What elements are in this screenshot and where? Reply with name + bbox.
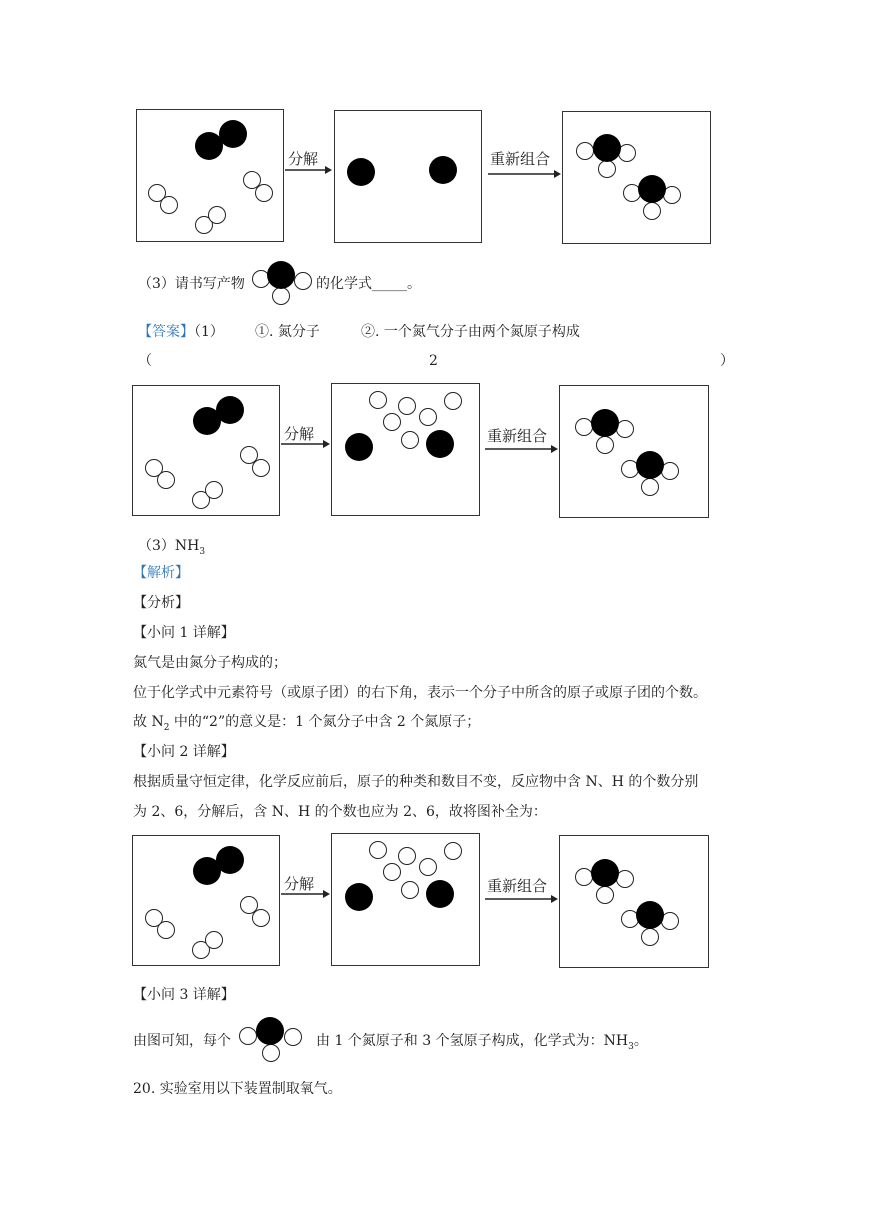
nitrogen-atom [256, 1017, 284, 1045]
q1-line-3-b: 中的“2”的意义是：1 个氮分子中含 2 个氮原子； [169, 714, 481, 730]
nitrogen-atom [345, 433, 373, 461]
hydrogen-atom [576, 142, 594, 160]
hydrogen-atom [252, 909, 270, 927]
diagram1-box-reactants [136, 109, 284, 242]
nitrogen-atom [636, 901, 664, 929]
analysis-tag: 【解析】 [133, 565, 189, 581]
answer-part3-text: （3）NH [138, 538, 200, 554]
ammonia-molecule-icon [238, 1017, 304, 1063]
hydrogen-atom [641, 478, 659, 496]
arrow-icon [281, 438, 331, 450]
nitrogen-atom [345, 883, 373, 911]
arrow-icon [485, 443, 559, 455]
hydrogen-atom [284, 1028, 302, 1046]
hydrogen-atom [239, 1027, 257, 1045]
ammonia-molecule-icon [251, 261, 315, 307]
hydrogen-atom [643, 202, 661, 220]
hydrogen-atom [401, 881, 419, 899]
hydrogen-atom [641, 928, 659, 946]
nitrogen-atom [429, 156, 457, 184]
decompose-label: 分解 [284, 875, 315, 893]
answer-item-1: ①. 氮分子 [255, 324, 320, 340]
q3-line-end: 。 [633, 1033, 648, 1049]
q1-line-3-a: 故 N [133, 714, 164, 730]
q3-prefix: （3）请书写产物 [138, 276, 245, 292]
hydrogen-atom [401, 431, 419, 449]
hydrogen-atom [383, 863, 401, 881]
arrow-icon [281, 888, 331, 900]
nitrogen-atom [216, 846, 244, 874]
q1-line-3 [133, 712, 480, 738]
hydrogen-atom [255, 184, 273, 202]
hydrogen-atom [596, 436, 614, 454]
q3-suffix: 的化学式_____。 [316, 276, 421, 292]
hydrogen-atom [252, 459, 270, 477]
hydrogen-atom [398, 847, 416, 865]
hydrogen-atom [419, 408, 437, 426]
answer-line-1 [138, 322, 224, 342]
nitrogen-atom [638, 175, 666, 203]
arrow-icon [488, 168, 562, 180]
nitrogen-atom [219, 120, 247, 148]
nitrogen-atom [636, 451, 664, 479]
hydrogen-atom [369, 391, 387, 409]
subscript: 2 [163, 722, 170, 733]
q3-line-a: 由图可知，每个 [133, 1033, 231, 1049]
answer-part2-close: ） [720, 353, 734, 369]
q1-heading: 【小问 1 详解】 [133, 625, 235, 641]
diagram1-box-products [562, 111, 711, 244]
q3-line-b [316, 1031, 648, 1057]
diagram2-box-intermediate [331, 383, 480, 516]
hydrogen-atom [444, 842, 462, 860]
nitrogen-atom [591, 859, 619, 887]
hydrogen-atom [208, 206, 226, 224]
answer-part2-open: （ [138, 353, 152, 369]
nitrogen-atom [591, 409, 619, 437]
hydrogen-atom [205, 931, 223, 949]
answer-part1: （1） [194, 324, 224, 340]
diagram2-box-products [559, 385, 709, 518]
nitrogen-atom [216, 396, 244, 424]
nitrogen-atom [426, 880, 454, 908]
answer-part2-num: 2 [429, 353, 438, 369]
nitrogen-atom [347, 158, 375, 186]
hydrogen-atom [157, 471, 175, 489]
answer-tag: 【答案】 [138, 324, 194, 340]
hydrogen-atom [598, 160, 616, 178]
answer-item-2: ②. 一个氮气分子由两个氮原子构成 [361, 324, 580, 340]
hydrogen-atom [419, 858, 437, 876]
hydrogen-atom [272, 287, 290, 305]
q2-line-1: 根据质量守恒定律，化学反应前后，原子的种类和数目不变，反应物中含 N、H 的个数分别 [133, 774, 699, 790]
q3-prompt [138, 274, 245, 294]
q2-heading: 【小问 2 详解】 [133, 744, 235, 760]
arrow-icon [285, 164, 333, 176]
q2-line-2: 为 2、6，分解后，含 N、H 的个数也应为 2、6，故将图补全为： [133, 804, 547, 820]
next-question: 20. 实验室用以下装置制取氧气。 [133, 1081, 342, 1097]
hydrogen-atom [596, 886, 614, 904]
analysis-fenxi: 【分析】 [133, 595, 189, 611]
nitrogen-atom [426, 430, 454, 458]
answer-part3 [138, 536, 205, 562]
q3-line-b-text: 由 1 个氮原子和 3 个氢原子构成，化学式为：NH [316, 1033, 629, 1049]
decompose-label: 分解 [288, 150, 319, 168]
arrow-icon [485, 893, 559, 905]
hydrogen-atom [157, 921, 175, 939]
q3-heading: 【小问 3 详解】 [133, 987, 235, 1003]
hydrogen-atom [205, 481, 223, 499]
hydrogen-atom [383, 413, 401, 431]
hydrogen-atom [369, 841, 387, 859]
nitrogen-atom [593, 134, 621, 162]
subscript: 3 [199, 546, 206, 557]
recombine-label: 重新组合 [487, 427, 548, 445]
hydrogen-atom [262, 1044, 280, 1062]
subscript: 3 [628, 1041, 634, 1052]
diagram2-box-reactants [132, 385, 280, 516]
nitrogen-atom [267, 261, 295, 289]
hydrogen-atom [294, 272, 312, 290]
decompose-label: 分解 [284, 425, 315, 443]
recombine-label: 重新组合 [490, 150, 551, 168]
hydrogen-atom [398, 397, 416, 415]
q1-line-1: 氮气是由氮分子构成的； [133, 655, 287, 671]
q1-line-2: 位于化学式中元素符号（或原子团）的右下角，表示一个分子中所含的原子或原子团的个数。 [133, 685, 707, 701]
diagram3-box-products [559, 835, 709, 968]
diagram3-box-reactants [132, 835, 280, 966]
recombine-label: 重新组合 [487, 877, 548, 895]
hydrogen-atom [160, 196, 178, 214]
hydrogen-atom [444, 392, 462, 410]
diagram3-box-intermediate [331, 833, 480, 966]
diagram1-box-intermediate [334, 110, 482, 243]
